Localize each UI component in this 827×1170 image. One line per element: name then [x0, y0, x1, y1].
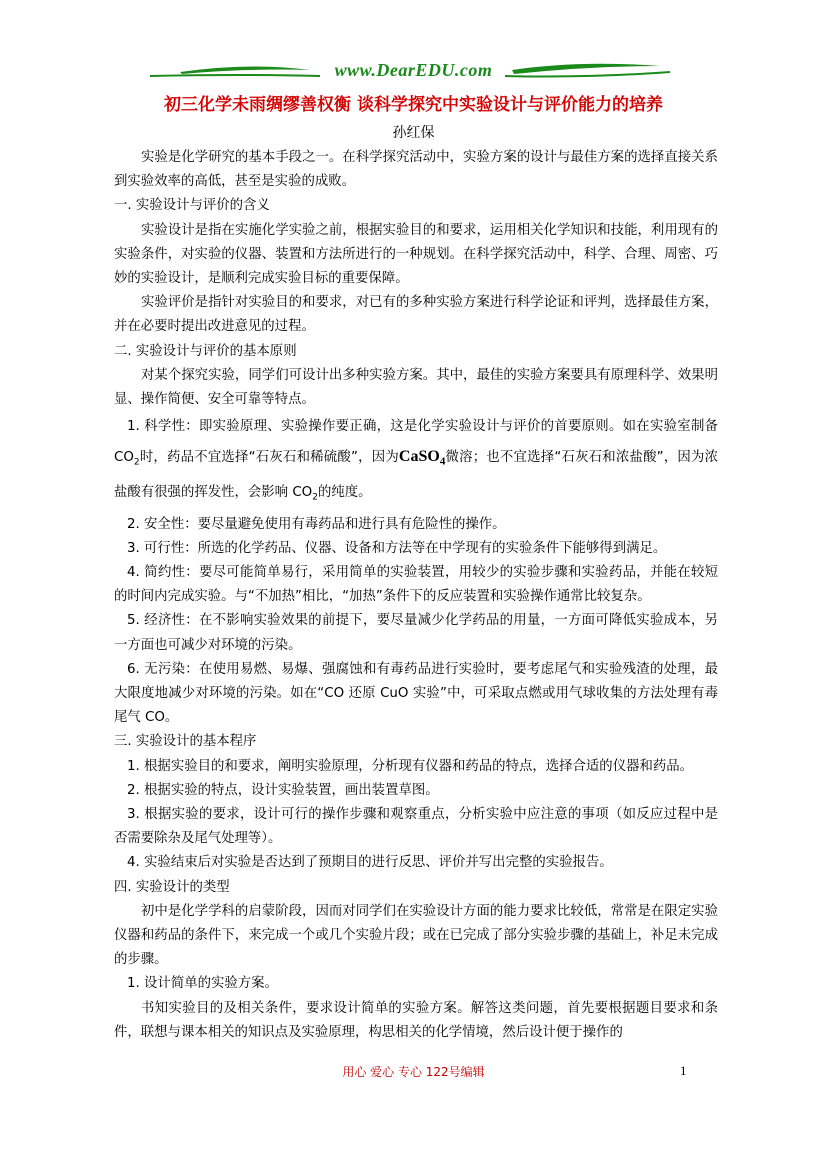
text-run: 的纯度。 — [317, 484, 372, 500]
paragraph: 4. 实验结束后对实验是否达到了预期目的进行反思、评价并写出完整的实验报告。 — [127, 855, 613, 871]
paragraph: 实验设计是指在实施化学实验之前，根据实验目的和要求，运用相关化学知识和技能，利用现有的实验条件，对实验的仪器、装置和方法所进行的一种规划。在科学探究活动中，科学、合理、周密、巧妙的实验设计，是顺利完成实验目标的重要保障。 — [114, 222, 718, 287]
paragraph: 初中是化学学科的启蒙阶段，因而对同学们在实验设计方面的能力要求比较低，常常是在限定实验仪器和药品的条件下，来完成一个或几个实验片段；或在已完成了部分实验步骤的基础上，补足未完成的步骤。 — [114, 903, 718, 968]
document-title: 初三化学未雨绸缪善权衡 谈科学探究中实验设计与评价能力的培养 — [164, 95, 663, 115]
paragraph: 1. 根据实验目的和要求，阐明实验原理，分析现有仪器和药品的特点，选择合适的仪器和药品。 — [127, 758, 694, 774]
paragraph: 6. 无污染：在使用易燃、易爆、强腐蚀和有毒药品进行实验时，要考虑尾气和实验残渣的处理，最大限度地减少对环境的污染。如在“CO 还原 CuO 实验”中，可采取点燃或用气球收集的方法处理有毒尾气 CO。 — [114, 661, 718, 726]
page-number: 1 — [680, 1063, 687, 1078]
section-heading: 三. 实验设计的基本程序 — [114, 734, 257, 750]
subscript: 2 — [133, 457, 140, 468]
paragraph: 书知实验目的及相关条件，要求设计简单的实验方案。解答这类问题，首先要根据题目要求和条件，联想与课本相关的知识点及实验原理，构思相关的化学情境，然后设计便于操作的 — [114, 1000, 718, 1040]
text-run: 微溶；也不宜选择“石灰石和浓盐酸”，因为浓盐酸有很强的挥发性，会影响 CO — [114, 450, 719, 500]
formula-subscript: 4 — [439, 455, 446, 468]
site-header — [0, 56, 827, 86]
paragraph: 2. 根据实验的特点，设计实验装置，画出装置草图。 — [127, 782, 439, 798]
document-body — [114, 146, 718, 1045]
site-url[interactable]: www.DearEDU.com — [334, 60, 493, 80]
paragraph: 实验评价是指针对实验目的和要求，对已有的多种实验方案进行科学论证和评判，选择最佳方案，并在必要时提出改进意见的过程。 — [114, 295, 718, 335]
author-name: 孙红保 — [392, 125, 435, 141]
paragraph: 4. 简约性：要尽可能简单易行，采用简单的实验装置，用较少的实验步骤和实验药品，并能在较短的时间内完成实验。与“不加热”相比，“加热”条件下的反应装置和实验操作通常比较复杂。 — [114, 564, 718, 605]
text-run: 1. 科学性：即实验原理、实验操作要正确，这是化学实验设计与评价的首要原则。如在实验室制备 CO — [114, 419, 718, 466]
section-heading: 一. 实验设计与评价的含义 — [114, 198, 270, 214]
paragraph: 3. 可行性：所选的化学药品、仪器、设备和方法等在中学现有的实验条件下能够得到满足。 — [127, 540, 667, 556]
footer-slogan: 用心 爱心 专心 122号编辑 — [342, 1065, 485, 1079]
paragraph: 1. 设计简单的实验方案。 — [127, 976, 278, 992]
chemical-formula: CaSO — [398, 448, 440, 466]
paragraph: 2. 安全性：要尽量避免使用有毒药品和进行具有危险性的操作。 — [127, 516, 506, 532]
paragraph: 实验是化学研究的基本手段之一。在科学探究活动中，实验方案的设计与最佳方案的选择直接关系到实验效率的高低，甚至是实验的成败。 — [114, 150, 718, 190]
text-run: 时，药品不宜选择“石灰石和稀硫酸”，因为 — [139, 450, 399, 466]
paragraph: 3. 根据实验的要求，设计可行的操作步骤和观察重点，分析实验中应注意的事项（如反应过程中是否需要除杂及尾气处理等）。 — [114, 807, 718, 847]
subscript: 2 — [312, 492, 318, 503]
paragraph: 对某个探究实验，同学们可设计出多种实验方案。其中，最佳的实验方案要具有原理科学、效果明显、操作简便、安全可靠等特点。 — [114, 367, 718, 408]
paragraph-science — [114, 412, 718, 512]
section-heading: 二. 实验设计与评价的基本原则 — [114, 343, 297, 359]
section-heading: 四. 实验设计的类型 — [114, 879, 230, 895]
paragraph: 5. 经济性：在不影响实验效果的前提下，要尽量减少化学药品的用量，一方面可降低实验成本，另一方面也可减少对环境的污染。 — [114, 613, 718, 653]
page-footer — [0, 1063, 827, 1083]
